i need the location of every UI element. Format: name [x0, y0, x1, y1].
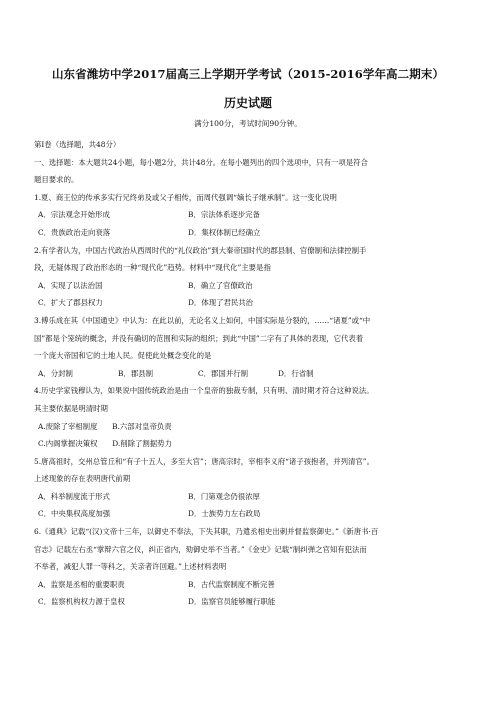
option-d: D．体现了君民共治	[188, 298, 254, 308]
option-row	[34, 224, 466, 242]
option-d: D．行省制	[278, 368, 314, 378]
option-row	[34, 206, 466, 224]
option-a: A．实现了以法治国	[38, 280, 103, 290]
question-stem: 不举者，减犯人罪一等科之，关亲者许回避。”上述材料表明	[34, 562, 227, 572]
question-stem: 官志》记载左右丞“掌辩六官之仪，纠正省内，劾御史举不当者。”《金史》记载“制纠弹之官知有犯法而	[34, 544, 367, 554]
option-row	[34, 576, 466, 594]
option-c: C．郡国并行制	[198, 368, 248, 378]
option-row	[34, 277, 466, 295]
option-a: A．分封制	[38, 368, 73, 378]
option-b: B．确立了官僚政治	[188, 280, 253, 290]
option-c: C．贵族政治走向衰落	[38, 227, 111, 237]
option-d: D.削除了割据势力	[112, 439, 172, 449]
option-c: C．中央集权高度加强	[38, 509, 111, 519]
option-c: C．监察机构权力源于皇权	[38, 597, 125, 607]
exam-info: 满分100分，考试时间90分钟。	[194, 119, 302, 128]
question-stem: 一个庞大帝国和它的土地人民。促使此处概念变化的是	[34, 351, 212, 361]
option-a: A.废除了宰相制度	[38, 421, 98, 431]
section-instruction: 一、选择题：本大题共24小题，每小题2分，共计48分。在每小题列出的四个选项中，只有一项是符合	[34, 157, 368, 167]
section-instruction: 题目要求的。	[34, 175, 79, 185]
option-b: B．古代监察制度不断完善	[188, 579, 275, 589]
question-stem: 4.历史学家钱穆认为，如果说中国传统政治是由一个皇帝的独裁专制，只有明、清时期才符合这种说法。	[34, 386, 374, 396]
question-stem: 5.唐高祖时，交州总管丘和“有子十五人，多至大官”；唐高宗时，宰相李义府“诸子孩抱者，并列清官”。	[34, 456, 374, 466]
option-row	[34, 418, 466, 436]
question-stem: 其主要依据是明清时期	[34, 403, 108, 413]
option-b: B.六部对皇帝负责	[112, 421, 172, 431]
option-d: D．士族势力左右政局	[188, 509, 261, 519]
option-b: B．宗法体系逐步完备	[188, 210, 260, 220]
option-row	[34, 435, 466, 453]
option-row	[34, 294, 466, 312]
question-stem: 1.夏、商王位的传承多实行兄终弟及或父子相传，而周代强调“嫡长子继承制”。这一变化说明	[34, 192, 337, 202]
question-stem: 段，无疑体现了政治形态的一种“现代化”趋势。材料中“现代化”主要是指	[34, 263, 271, 273]
option-c: C．扩大了郡县权力	[38, 298, 103, 308]
option-b: B．郡县制	[118, 368, 153, 378]
option-row	[34, 488, 466, 506]
option-d: D．监察官员能够履行职能	[188, 597, 276, 607]
question-content	[34, 136, 466, 611]
option-row	[34, 365, 466, 383]
section-label: 第Ⅰ卷（选择题，共48分）	[34, 140, 121, 149]
option-d: D．集权体制已经确立	[188, 227, 261, 237]
option-row	[34, 505, 466, 523]
question-stem: 2.有学者认为，中国古代政治从西周时代的“礼仪政治”到大秦帝国时代的郡县制、官僚制和法律控制手	[34, 245, 367, 255]
option-a: A．科举制度流于形式	[38, 491, 110, 501]
question-stem: 6.《通典》记载“(汉)文帝十三年，以御史不奉法，下失其职，乃遣丞相史出刺并督监察御史。”《新唐书·百	[34, 527, 379, 537]
option-a: A．宗法观念开始形成	[38, 210, 110, 220]
option-a: A．监察是丞相的重要职责	[38, 579, 125, 589]
question-stem: 3.傅乐成在其《中国通史》中认为：在此以前，无论名义上如何，中国实际是分裂的，……“诸夏”或“中	[34, 315, 371, 325]
question-stem: 国”都是个笼统的概念，并没有确切的范围和实际的组织；到此“中国”二字有了具体的表现，它代表着	[34, 333, 364, 343]
subject-title: 历史试题	[223, 96, 272, 110]
question-stem: 上述现象的存在表明唐代前期	[34, 474, 131, 484]
option-row	[34, 593, 466, 611]
option-c: C.内阁掌握决策权	[38, 439, 98, 449]
exam-title: 山东省潍坊中学2017届高三上学期开学考试（2015-2016学年高二期末）	[51, 67, 445, 81]
option-b: B．门第观念仍很浓厚	[188, 491, 260, 501]
